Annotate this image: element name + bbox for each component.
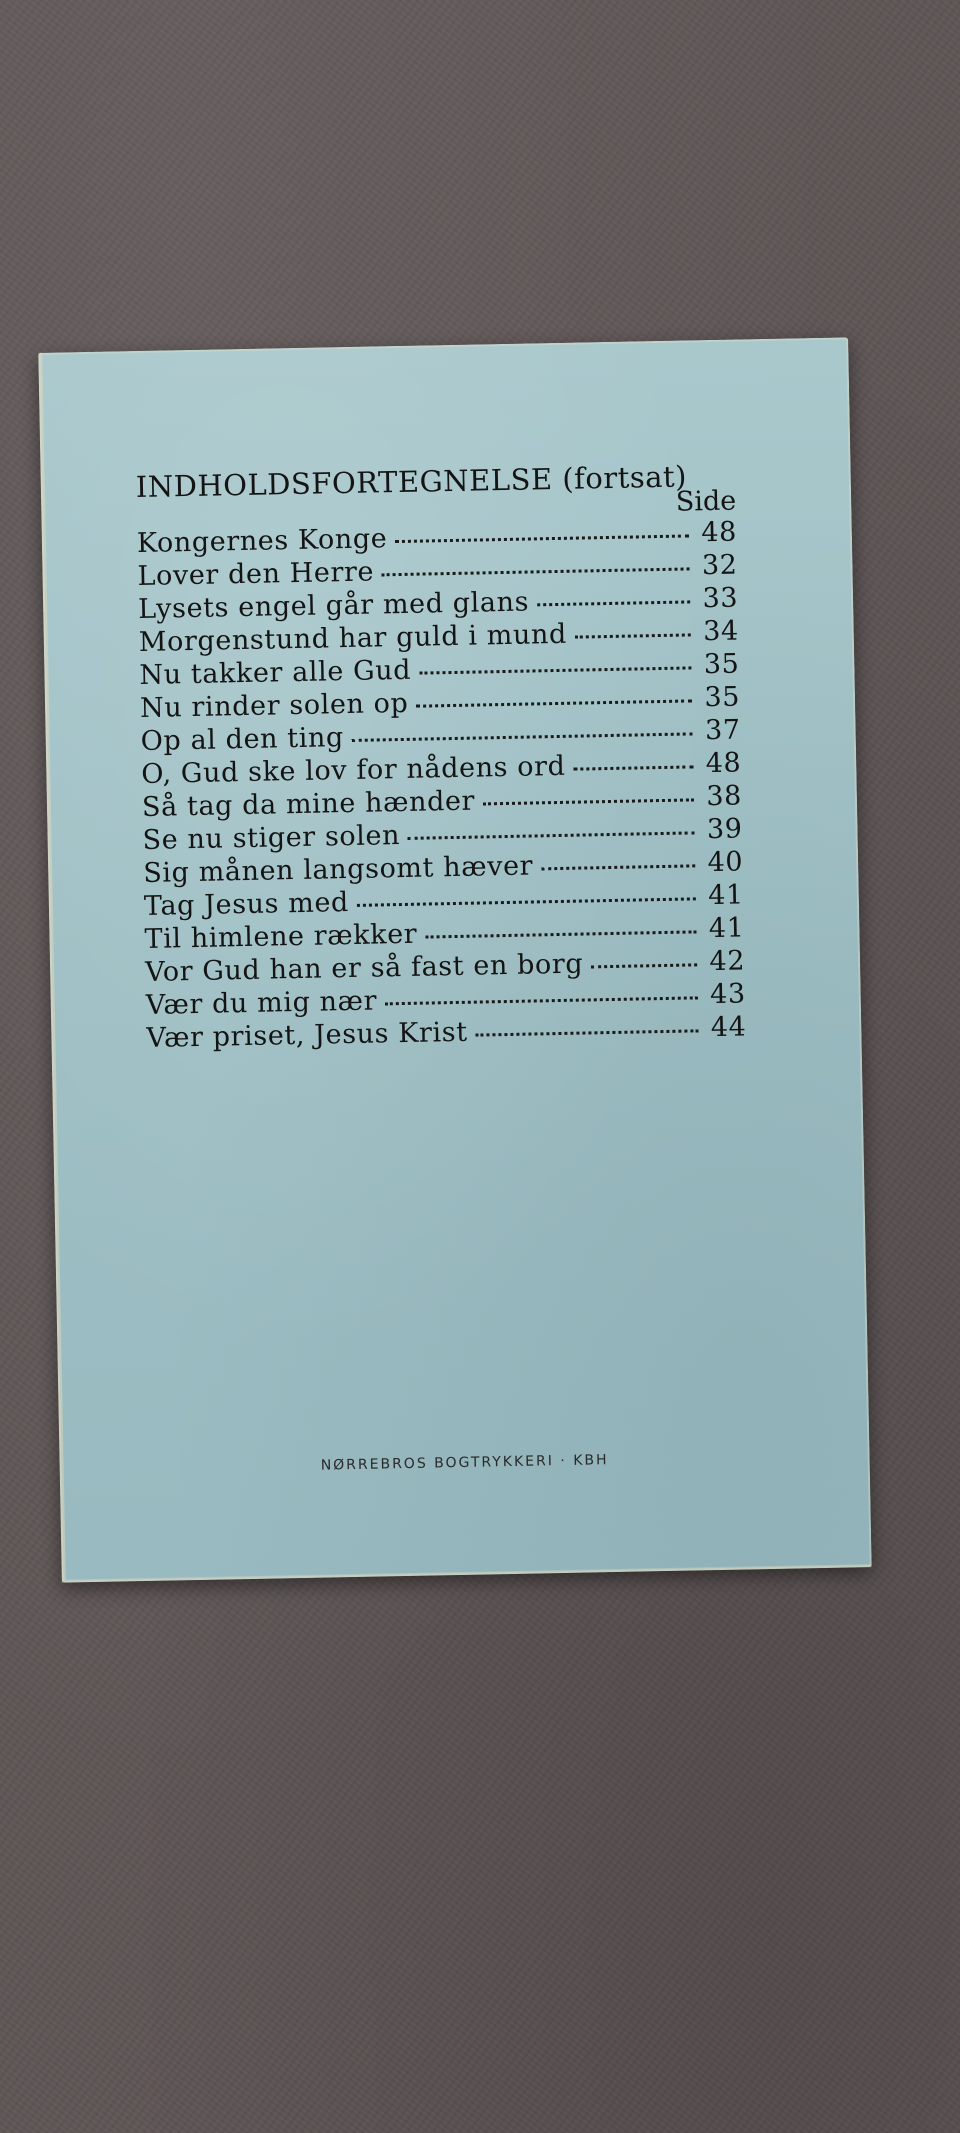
toc-entry-page: 32 <box>701 549 738 582</box>
dot-leader <box>537 600 690 606</box>
toc-entry-title: Nu rinder solen op <box>139 687 409 724</box>
dot-leader <box>483 798 694 805</box>
dot-leader <box>408 831 695 840</box>
toc-entry-page: 35 <box>704 681 741 714</box>
toc-entry-title: O, Gud ske lov for nådens ord <box>141 750 566 790</box>
toc-entry-page: 40 <box>707 846 744 879</box>
toc-entries <box>137 516 747 1055</box>
dot-leader <box>416 699 692 707</box>
toc-entry-title: Vær priset, Jesus Krist <box>146 1016 468 1054</box>
toc-entry-title: Vor Gud han er så fast en borg <box>144 948 584 988</box>
toc-entry-page: 39 <box>706 813 743 846</box>
dot-leader <box>541 864 695 870</box>
toc-entry-page: 48 <box>705 747 742 780</box>
page-column-label: Side <box>675 485 737 518</box>
toc-entry-title: Lysets engel går med glans <box>137 586 530 626</box>
dot-leader <box>591 963 697 968</box>
dot-leader <box>425 930 696 938</box>
dot-leader <box>352 732 693 742</box>
dot-leader <box>476 1029 699 1036</box>
toc-heading: INDHOLDSFORTEGNELSE (fortsat) <box>135 459 688 505</box>
toc-entry-page: 33 <box>702 582 739 615</box>
toc-entry-page: 41 <box>707 879 745 912</box>
dot-leader <box>385 996 698 1005</box>
toc-entry-title: Op al den ting <box>140 722 345 757</box>
toc-entry-page: 37 <box>704 714 741 747</box>
toc-entry-title: Kongernes Konge <box>136 523 388 560</box>
dot-leader <box>419 666 691 674</box>
printer-imprint: NØRREBROS BOGTRYKKERI · KBH <box>320 1452 609 1474</box>
toc-entry-page: 35 <box>703 648 740 681</box>
toc-entry-title: Se nu stiger solen <box>142 820 401 856</box>
toc-entry-page: 44 <box>710 1011 747 1044</box>
toc-entry-title: Nu takker alle Gud <box>139 654 412 692</box>
toc-entry-page: 38 <box>706 780 743 813</box>
toc-entry-page: 42 <box>709 945 746 978</box>
toc-entry-title: Morgenstund har guld i mund <box>138 618 568 659</box>
toc-entry-page: 34 <box>702 615 740 648</box>
toc-entry-title: Til himlene rækker <box>144 918 418 955</box>
dot-leader <box>382 567 690 576</box>
booklet-back-cover <box>38 337 871 1582</box>
toc-entry-title: Lover den Herre <box>137 556 375 593</box>
dot-leader <box>574 765 694 770</box>
dot-leader <box>575 633 691 638</box>
toc-entry-title: Sig månen langsomt hæver <box>142 850 534 889</box>
dot-leader <box>357 897 696 907</box>
toc-entry-title: Vær du mig nær <box>145 985 378 1021</box>
toc-entry-title: Tag Jesus med <box>143 887 350 922</box>
table-of-contents <box>136 458 747 1055</box>
toc-entry-page: 48 <box>700 516 738 549</box>
toc-entry-title: Så tag da mine hænder <box>141 785 476 823</box>
dot-leader <box>395 534 689 543</box>
toc-entry-page: 41 <box>708 912 745 945</box>
toc-entry-page: 43 <box>709 978 747 1011</box>
